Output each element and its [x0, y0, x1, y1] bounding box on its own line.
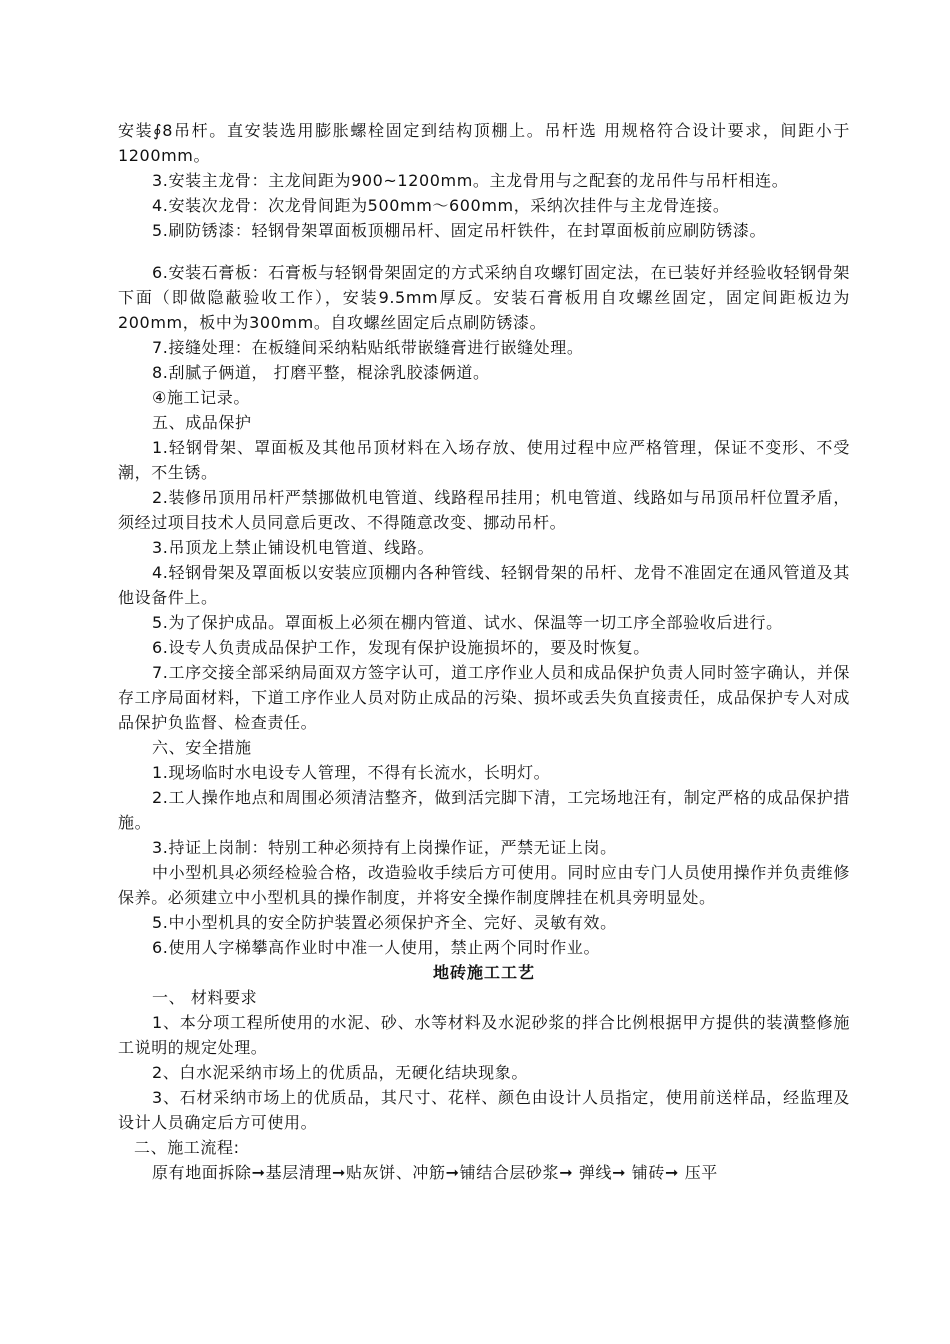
paragraph-material-2: 2、白水泥采纳市场上的优质品，无硬化结块现象。: [152, 1063, 528, 1082]
paragraph-hanger-rod: 安装∮8吊杆。直安装选用膨胀螺栓固定到结构顶棚上。吊杆选 用规格符合设计要求，间距小于1200mm。: [118, 121, 850, 165]
paragraph-flow-steps: 原有地面拆除➞基层清理➞贴灰饼、冲筋➞铺结合层砂浆➞ 弹线➞ 铺砖➞ 压平: [152, 1163, 718, 1182]
paragraph-material-3: 3、石材采纳市场上的优质品，其尺寸、花样、颜色由设计人员指定，使用前送样品，经监理及设计人员确定后方可使用。: [118, 1088, 850, 1132]
paragraph-secondary-keel: 4.安装次龙骨：次龙骨间距为500mm～600mm，采纳次挂件与主龙骨连接。: [152, 196, 730, 215]
paragraph-protection-7: 7.工序交接全部采纳局面双方签字认可，道工序作业人员和成品保护负责人同时签字确认，并保存工序局面材料，下道工序作业人员对防止成品的污染、损坏或丢失负直接责任，成品保护专人对成品保护负监督、检查责任。: [118, 663, 850, 732]
section-title: 地砖施工工艺: [432, 963, 535, 982]
paragraph-protection-2: 2.装修吊顶用吊杆严禁挪做机电管道、线路程吊挂用；机电管道、线路如与吊顶吊杆位置矛盾，须经过项目技术人员同意后更改、不得随意改变、挪动吊杆。: [118, 488, 850, 532]
heading-material-requirements: 一、 材料要求: [152, 988, 258, 1007]
paragraph-protection-6: 6.设专人负责成品保护工作，发现有保护设施损坏的，要及时恢复。: [152, 638, 650, 657]
paragraph-safety-2: 2.工人操作地点和周围必须清洁整齐，做到活完脚下清，工完场地汪有，制定严格的成品保护措施。: [118, 788, 850, 832]
paragraph-anti-rust-paint: 5.刷防锈漆：轻钢骨架罩面板顶棚吊杆、固定吊杆铁件，在封罩面板前应刷防锈漆。: [152, 221, 767, 240]
heading-safety-measures: 六、安全措施: [152, 738, 252, 757]
paragraph-gypsum-board: 6.安装石膏板：石膏板与轻钢骨架固定的方式采纳自攻螺钉固定法，在已装好并经验收轻钢骨架下面（即做隐蔽验收工作），安装9.5mm厚反。安装石膏板用自攻螺丝固定，固定间距板边为200mm，板中为300mm。自攻螺丝固定后点刷防锈漆。: [118, 263, 850, 332]
paragraph-protection-3: 3.吊顶龙上禁止铺设机电管道、线路。: [152, 538, 435, 557]
paragraph-safety-3: 3.持证上岗制：特别工种必须持有上岗操作证，严禁无证上岗。: [152, 838, 617, 857]
paragraph-safety-5: 5.中小型机具的安全防护装置必须保护齐全、完好、灵敏有效。: [152, 913, 617, 932]
paragraph-safety-6: 6.使用人字梯攀高作业时中准一人使用，禁止两个同时作业。: [152, 938, 601, 957]
paragraph-main-keel: 3.安装主龙骨：主龙间距为900~1200mm。主龙骨用与之配套的龙吊件与吊杆相连。: [152, 171, 789, 190]
paragraph-putty: 8.刮腻子俩道， 打磨平整，棍涂乳胶漆俩道。: [152, 363, 490, 382]
paragraph-protection-5: 5.为了保护成品。罩面板上必须在棚内管道、试水、保温等一切工序全部验收后进行。: [152, 613, 783, 632]
document-page: [118, 118, 850, 1185]
paragraph-joint-treatment: 7.接缝处理：在板缝间采纳粘贴纸带嵌缝膏进行嵌缝处理。: [152, 338, 584, 357]
heading-construction-flow: 二、施工流程:: [134, 1138, 240, 1157]
heading-product-protection: 五、成品保护: [152, 413, 252, 432]
paragraph-construction-record: ④施工记录。: [152, 388, 250, 407]
paragraph-safety-1: 1.现场临时水电设专人管理，不得有长流水，长明灯。: [152, 763, 551, 782]
paragraph-protection-4: 4.轻钢骨架及罩面板以安装应顶棚内各种管线、轻钢骨架的吊杆、龙骨不准固定在通风管道及其他设备件上。: [118, 563, 850, 607]
paragraph-material-1: 1、本分项工程所使用的水泥、砂、水等材料及水泥砂浆的拌合比例根据甲方提供的装潢整修施工说明的规定处理。: [118, 1013, 850, 1057]
paragraph-safety-4: 中小型机具必须经检验合格，改造验收手续后方可使用。同时应由专门人员使用操作并负责维修保养。必须建立中小型机具的操作制度，并将安全操作制度牌挂在机具旁明显处。: [118, 863, 850, 907]
paragraph-spacer: [118, 243, 850, 260]
paragraph-protection-1: 1.轻钢骨架、罩面板及其他吊顶材料在入场存放、使用过程中应严格管理，保证不变形、不受潮，不生锈。: [118, 438, 850, 482]
